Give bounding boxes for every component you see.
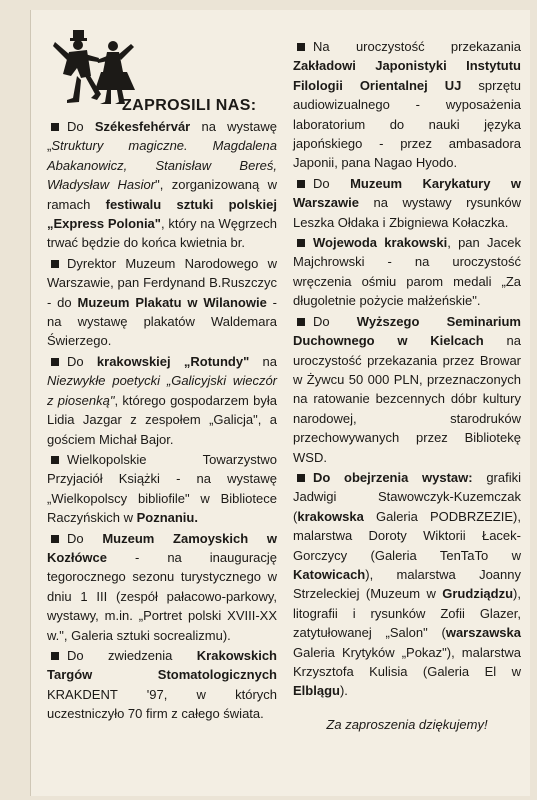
invitation-item <box>293 312 521 467</box>
square-bullet-icon <box>51 260 59 268</box>
text-run: ), malarstwa Joanny Strzeleckiej (Muzeum w <box>293 566 521 602</box>
invitation-item <box>293 37 521 173</box>
text-run: Do zwiedzenia <box>67 647 197 663</box>
text-run: Na uroczystość przekazania <box>313 39 521 54</box>
item-text <box>47 452 277 525</box>
text-run: Do <box>313 313 357 329</box>
item-text <box>47 119 277 250</box>
text-run: Do <box>67 353 97 369</box>
bold-text: Székesfehérvár <box>94 119 191 134</box>
bold-text: warszawska <box>445 625 521 641</box>
square-bullet-icon <box>297 43 305 51</box>
invitation-item <box>293 174 521 232</box>
invitation-item <box>293 233 521 311</box>
item-text <box>293 314 521 465</box>
dancing-couple-illustration <box>51 28 143 106</box>
item-text <box>47 648 277 721</box>
item-text <box>47 531 277 643</box>
text-run: KRAKDENT '97, w których uczestniczyło 70 firm z całego świata. <box>47 686 277 722</box>
square-bullet-icon <box>51 358 59 366</box>
section-heading: ZAPROSILI NAS: <box>122 97 257 114</box>
text-run: , pan Jacek Majchrowski - na uroczystość wręczenia ośmiu parom medali „Za długoletnie pożycie małżeńskie". <box>293 235 521 309</box>
text-run: Do <box>67 119 95 134</box>
bold-text: Krakowskich Targów Stomatologicznych <box>47 647 277 683</box>
closing-thanks: Za zaproszenia dziękujemy! <box>326 716 488 732</box>
text-run: ", zorganizowaną w ramach <box>47 177 277 212</box>
invitation-item <box>47 117 277 253</box>
invitation-item <box>47 254 277 351</box>
magazine-page <box>30 10 530 796</box>
text-run: Galeria PODBRZEZIE), malarstwa Doroty Wiktorii Łacek-Gorczycy (Galeria TenTaTo w <box>293 508 521 563</box>
right-column <box>293 37 521 734</box>
text-run: Do <box>313 175 351 191</box>
bold-text: Elblągu <box>293 683 340 699</box>
text-run: sprzętu audiowizualnego - wyposażenia laboratorium do nauki języka japońskiego - przez ambasadora Japonii, pana Nagao Hyodo. <box>293 77 521 171</box>
bold-text: Muzeum Zamoyskich w Kozłówce <box>47 530 277 565</box>
square-bullet-icon <box>51 535 59 543</box>
bold-text: krakowska <box>297 508 364 524</box>
text-run: Dyrektor Muzeum Narodowego w Warszawie, pan Ferdynand B.Ruszczyc - do <box>47 255 277 310</box>
invitation-item <box>47 450 277 528</box>
text-run: - na wystawę plakatów Waldemara Świerzego. <box>47 294 278 349</box>
item-text <box>47 256 277 349</box>
square-bullet-icon <box>297 474 305 482</box>
bold-text: Do obejrzenia wystaw: <box>313 469 473 485</box>
bold-text: Grudziądzu <box>442 586 514 602</box>
square-bullet-icon <box>51 456 59 464</box>
bold-text: Zakładowi Japonistyki Instytutu Filologii Orientalnej UJ <box>293 58 521 93</box>
square-bullet-icon <box>297 180 305 188</box>
text-run: na wystawy rysunków Leszka Ołdaka i Zbigniewa Kołaczka. <box>293 195 521 230</box>
text-run: Wielkopolskie Towarzystwo Przyjaciół Książki - na wystawę „Wielkopolscy bibliofile" w Bibliotece Raczyńskich w <box>47 451 277 526</box>
text-run: na wystawę „ <box>47 119 277 154</box>
square-bullet-icon <box>51 652 59 660</box>
italic-text: Niezwykłe poetycki „Galicyjski wieczór z piosenką" <box>47 373 277 408</box>
item-text <box>293 176 521 230</box>
bold-text: festiwalu sztuki polskiej „Express Polonia" <box>47 196 277 232</box>
bold-text: Poznaniu. <box>136 510 198 526</box>
square-bullet-icon <box>51 123 59 131</box>
text-run: Do <box>67 530 103 546</box>
bold-text: Katowicach <box>293 566 366 582</box>
item-text <box>293 235 521 308</box>
item-text <box>293 39 521 170</box>
invitation-item <box>47 352 277 449</box>
invitation-item <box>47 646 277 724</box>
bold-text: Muzeum Karykatury w Warszawie <box>293 175 522 211</box>
text-run: - na inaugurację tegorocznego sezonu turystycznego w dniu 1 III (zespół pałacowo-parkowy, wystawy, m.in. „Portret polski XVIII-XX w.", Galeria sztuki socrealizmu). <box>47 549 277 643</box>
bold-text: Wyższego Seminarium Duchownego w Kielcach <box>293 313 521 349</box>
item-text <box>47 354 277 447</box>
text-run: grafiki Jadwigi Stawowczyk-Kuzemczak ( <box>293 469 521 524</box>
square-bullet-icon <box>297 239 305 247</box>
text-run: na <box>249 353 278 369</box>
text-run: , który na Węgrzech trwać będzie do końca kwietnia br. <box>47 216 277 251</box>
text-run: ). <box>339 683 348 699</box>
text-run: , którego gospodarzem była Lidia Jazgar z zespołem „Galicja", a gościem Michał Bajor. <box>47 392 277 447</box>
invitation-item <box>47 529 277 645</box>
text-run: na uroczystość przekazania przez Browar w Żywcu 50 000 PLN, przeznaczonych na ratowanie bezcennych dóbr kultury narodowej, starodruków przechowywanych przez Bibliotekę WSD. <box>293 333 521 465</box>
text-run: ), litografii i rysunków Zofii Glazer, zatytułowanej „Salon" ( <box>293 586 521 641</box>
invitation-item <box>293 468 521 701</box>
text-run: Galeria Krytyków „Pokaz"), malarstwa Krzysztofa Kulisia (Galeria El w <box>293 644 521 679</box>
left-column <box>47 96 277 724</box>
bold-text: Muzeum Plakatu w Wilanowie <box>77 294 267 310</box>
bold-text: krakowskiej „Rotundy" <box>96 353 250 369</box>
bold-text: Wojewoda krakowski <box>313 235 448 251</box>
italic-text: Struktury magiczne. Magdalena Abakanowicz, Stanisław Bereś, Władysław Hasior <box>47 138 277 193</box>
square-bullet-icon <box>297 318 305 326</box>
item-text <box>293 470 521 698</box>
